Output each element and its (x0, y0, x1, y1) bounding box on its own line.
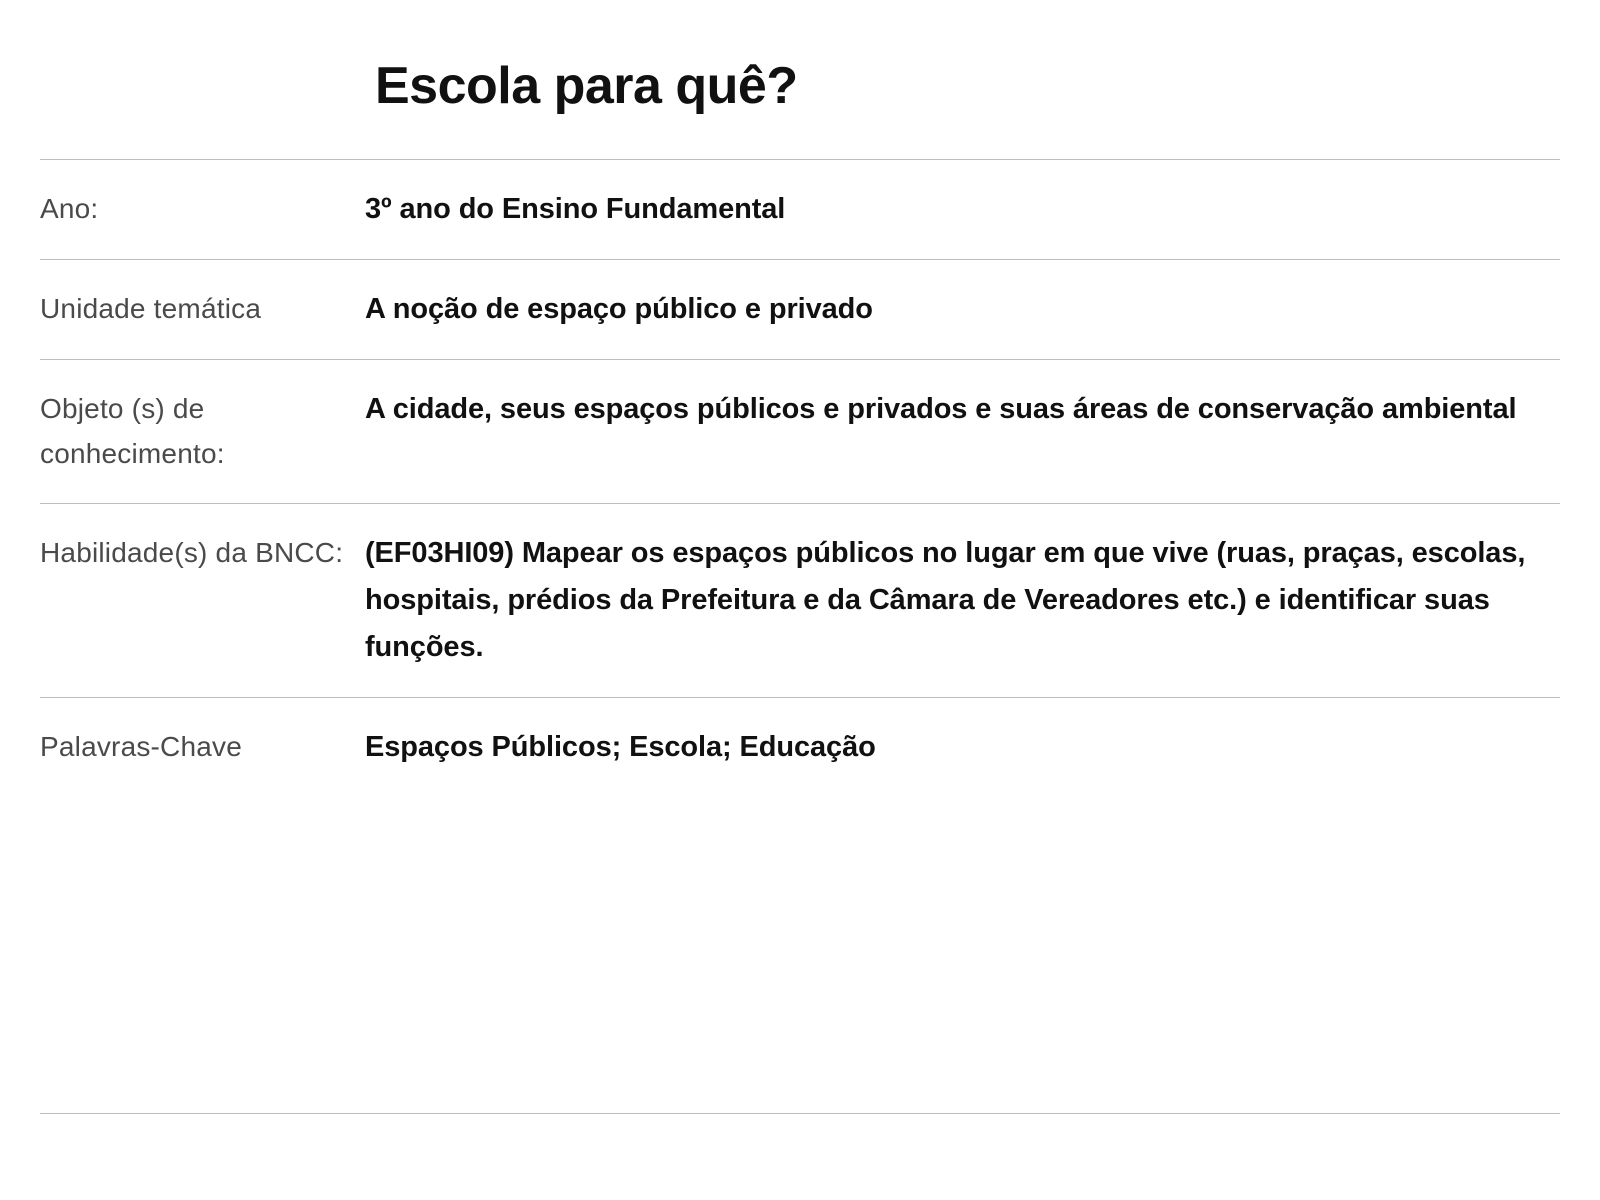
table-row (40, 260, 1560, 360)
row-label-habilidades-bncc: Habilidade(s) da BNCC: (40, 536, 344, 568)
row-label-unidade-tematica: Unidade temática (40, 293, 262, 325)
lesson-info-table (40, 159, 1560, 797)
table-row (40, 360, 1560, 504)
table-row (40, 160, 1560, 260)
row-value-palavras-chave: Espaços Públicos; Escola; Educação (365, 730, 876, 763)
row-label-ano: Ano: (40, 193, 99, 225)
table-row (40, 697, 1560, 796)
row-value-objeto-conhecimento: A cidade, seus espaços públicos e privados e suas áreas de conservação ambiental (365, 393, 1517, 426)
page-title: Escola para quê? (375, 57, 798, 115)
row-value-ano: 3º ano do Ensino Fundamental (365, 193, 786, 226)
bottom-divider (40, 1113, 1560, 1114)
row-label-objeto-conhecimento: Objeto (s) de conhecimento: (40, 393, 225, 470)
row-value-unidade-tematica: A noção de espaço público e privado (365, 293, 873, 326)
row-value-habilidades-bncc: (EF03HI09) Mapear os espaços públicos no lugar em que vive (ruas, praças, escolas, hospitais, prédios da Prefeitura e da Câmara de Vereadores etc.) e identificar suas funções. (365, 536, 1526, 663)
table-row (40, 503, 1560, 697)
row-label-palavras-chave: Palavras-Chave (40, 730, 242, 762)
